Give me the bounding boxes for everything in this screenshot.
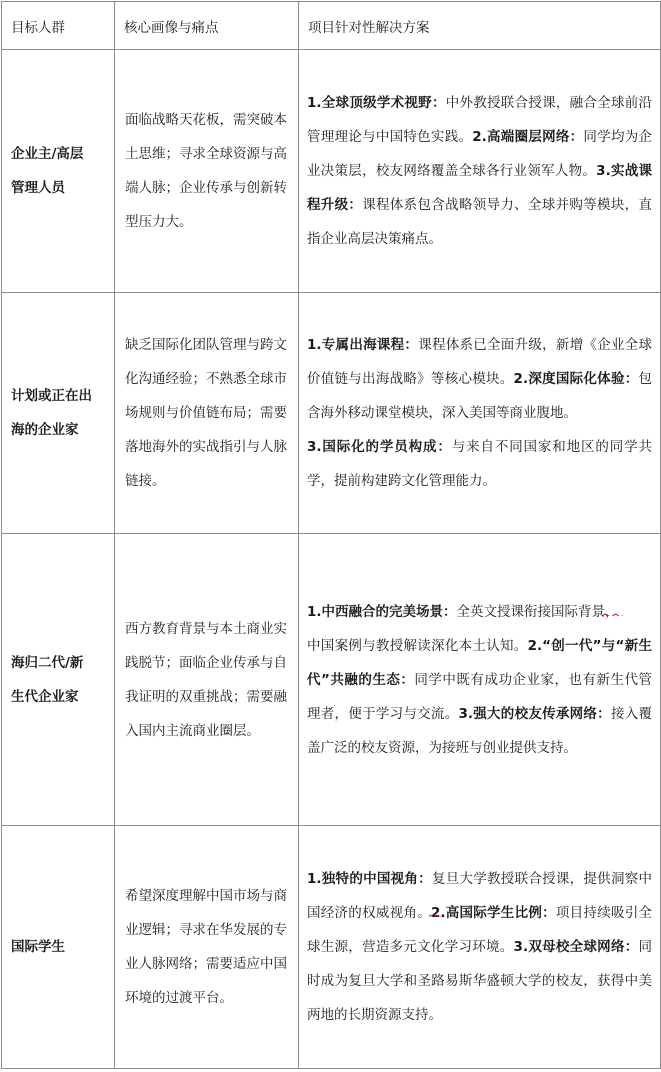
pain-point-cell: 西方教育背景与本土商业实践脱节；面临企业传承与自我证明的双重挑战；需要融入国内主流商业圈层。 bbox=[115, 534, 299, 826]
solution-text: 中外教授联合授课，融合全球前沿管理理论与中国特色实践。 bbox=[307, 95, 652, 145]
table-row bbox=[2, 293, 661, 534]
audience-solution-table bbox=[1, 1, 661, 1069]
solution-text: 课程体系包含战略领导力、全球并购等模块，直指企业高层决策痛点。 bbox=[307, 197, 652, 247]
solution-heading: 2.“创一代”与“新生代”共融的生态： bbox=[307, 637, 653, 688]
solution-heading: 2.深度国际化体验： bbox=[513, 371, 639, 387]
solution-text: 同学中既有成功企业家，也有新生代管理者，便于学习与交流。 bbox=[307, 671, 653, 722]
target-group-cell bbox=[2, 534, 115, 826]
header-row bbox=[2, 2, 661, 50]
solution-heading: 3.国际化的学员构成： bbox=[307, 439, 452, 455]
pain-point-cell: 面临战略天花板，需突破本土思维；寻求全球资源与高端人脉；企业传承与创新转型压力大。 bbox=[115, 50, 299, 293]
spellcheck-squiggle bbox=[429, 914, 441, 917]
pain-point-cell: 缺乏国际化团队管理与跨文化沟通经验；不熟悉全球市场规则与价值链布局；需要落地海外的实战指引与人脉链接。 bbox=[115, 293, 299, 534]
pain-point-cell: 希望深度理解中国市场与商业逻辑；寻求在华发展的专业人脉网络；需要适应中国环境的过渡平台。 bbox=[115, 826, 299, 1069]
solution-text: 复旦大学教授联合授课，提供洞察中国经济的权威视角。 bbox=[307, 871, 652, 921]
target-group-line: 管理人员 bbox=[11, 180, 65, 196]
solution-heading: 3.实战课程升级： bbox=[307, 163, 653, 213]
target-group-line: 海的企业家 bbox=[11, 422, 79, 438]
header-pain-points: 核心画像与痛点 bbox=[115, 2, 299, 50]
solution-text: 接入覆盖广泛的校友资源，为接班与创业提供支持。 bbox=[307, 705, 653, 756]
solution-heading: 2.高端圈层网络： bbox=[472, 129, 584, 145]
solution-text: 全英文授课衔接国际背景 bbox=[456, 603, 606, 620]
table-row bbox=[2, 826, 661, 1069]
solution-text: 同时成为复旦大学和圣路易斯华盛顿大学的校友，获得中美两地的长期资源支持。 bbox=[307, 939, 652, 1023]
solution-text: 同学均为企业决策层，校友网络覆盖全球各行业领军人物。 bbox=[307, 129, 652, 179]
solution-heading: 1.全球顶级学术视野： bbox=[307, 95, 446, 111]
solution-cell bbox=[299, 50, 661, 293]
target-group-line: 计划或正在出 bbox=[11, 388, 92, 404]
table-row bbox=[2, 534, 661, 826]
solution-text: 项目持续吸引全球生源，营造多元文化学习环境。 bbox=[307, 905, 653, 955]
solution-text: 中国案例与教授解读深化本土认知。 bbox=[307, 637, 528, 654]
solution-heading: 3.双母校全球网络： bbox=[513, 939, 639, 955]
target-group-cell bbox=[2, 826, 115, 1069]
solution-cell bbox=[299, 293, 661, 534]
spellcheck-marked-text: ， bbox=[605, 604, 619, 620]
solution-heading: 1.专属出海课程： bbox=[307, 337, 419, 353]
solution-text: 课程体系已全面升级，新增《企业全球价值链与出海战略》等核心模块。 bbox=[307, 337, 652, 387]
solution-heading: 2.高国际学生比例： bbox=[430, 905, 556, 921]
target-group-line: 国际学生 bbox=[11, 939, 65, 955]
solution-cell bbox=[299, 826, 661, 1069]
solution-text: 包含海外移动课堂模块，深入美国等商业腹地。 bbox=[307, 371, 652, 421]
target-group-line: 海归二代/新 bbox=[11, 654, 84, 671]
table-row bbox=[2, 50, 661, 293]
target-group-cell bbox=[2, 293, 115, 534]
target-group-line: 生代企业家 bbox=[11, 688, 79, 705]
solution-heading: 1.中西融合的完美场景： bbox=[307, 603, 457, 620]
target-group-line: 企业主/高层 bbox=[11, 146, 84, 162]
header-target-group: 目标人群 bbox=[2, 2, 115, 50]
solution-text: 与来自不同国家和地区的同学共学，提前构建跨文化管理能力。 bbox=[307, 439, 653, 489]
target-group-cell bbox=[2, 50, 115, 293]
solution-heading: 1.独特的中国视角： bbox=[307, 871, 432, 887]
solution-heading: 3.强大的校友传承网络： bbox=[458, 705, 611, 722]
spellcheck-squiggle bbox=[603, 613, 623, 616]
header-solutions: 项目针对性解决方案 bbox=[299, 2, 661, 50]
solution-cell bbox=[299, 534, 661, 826]
